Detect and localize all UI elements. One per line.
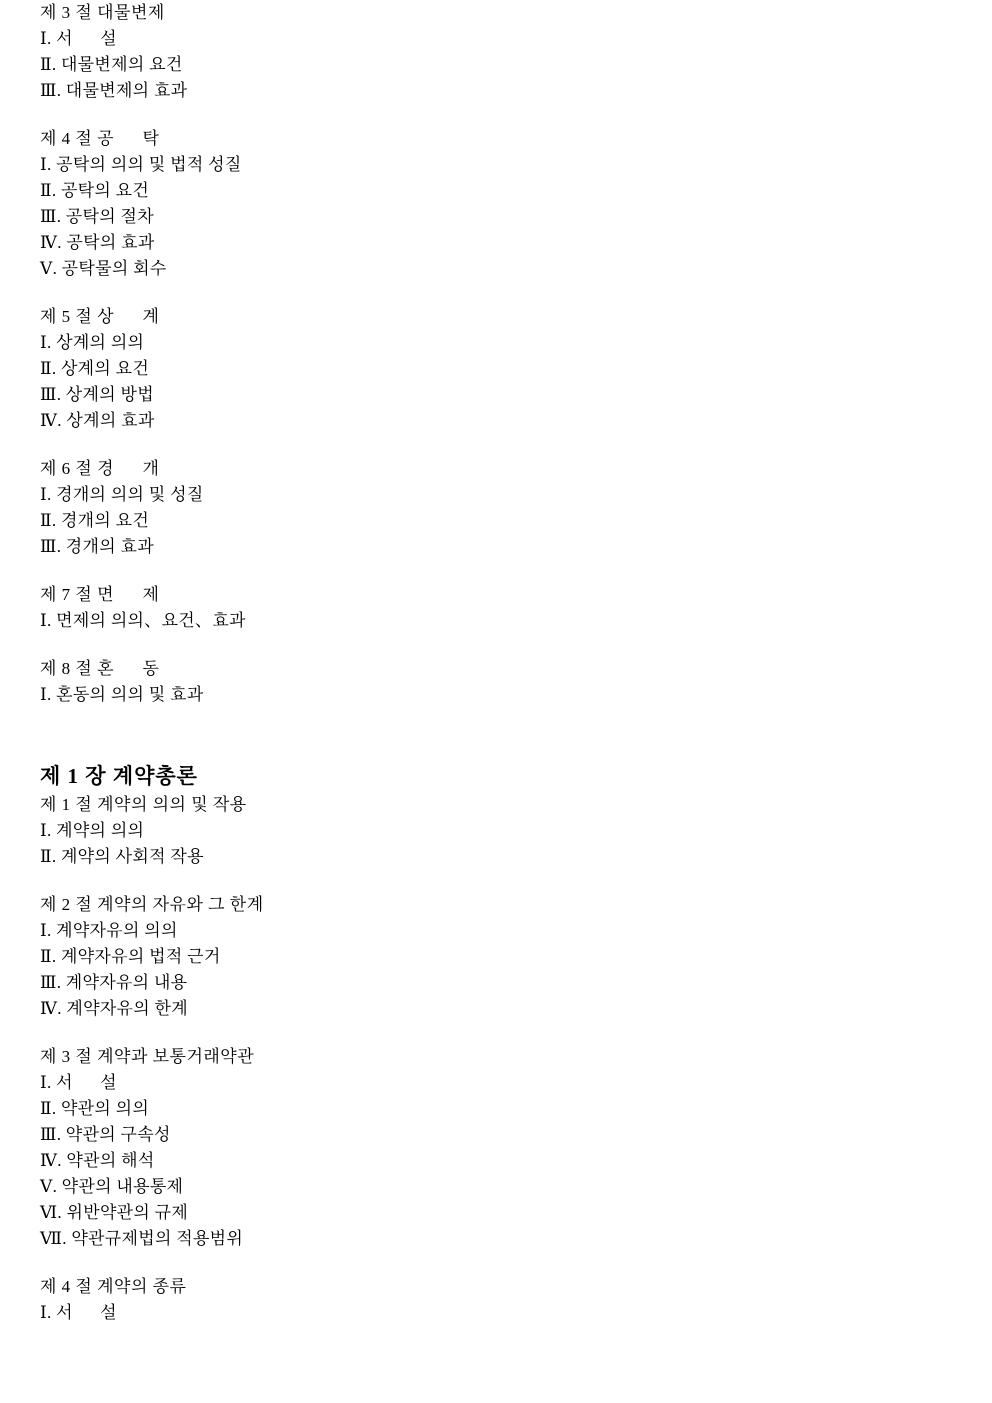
toc-entry: Ⅳ. 약관의 해석 xyxy=(40,1151,155,1170)
toc-section xyxy=(40,582,952,634)
section-heading: 제 6 절 경 개 xyxy=(40,459,160,478)
toc-entry: Ⅰ. 공탁의 의의 및 법적 성질 xyxy=(40,155,242,174)
toc-entry: Ⅱ. 대물변제의 요건 xyxy=(40,55,183,74)
toc-section xyxy=(40,1274,952,1326)
toc-entry: Ⅴ. 약관의 내용통제 xyxy=(40,1177,184,1196)
toc-entry: Ⅱ. 상계의 요건 xyxy=(40,359,150,378)
chapter-heading: 제 1 장 계약총론 xyxy=(40,764,198,788)
section-heading: 제 3 절 계약과 보통거래약관 xyxy=(40,1047,255,1066)
toc-section xyxy=(40,892,952,1022)
toc-entry: Ⅰ. 계약자유의 의의 xyxy=(40,921,178,940)
toc-entry: Ⅰ. 경개의 의의 및 성질 xyxy=(40,485,204,504)
toc-entry: Ⅳ. 상계의 효과 xyxy=(40,411,155,430)
section-heading: 제 8 절 혼 동 xyxy=(40,659,160,678)
toc-entry: Ⅲ. 대물변제의 효과 xyxy=(40,81,188,100)
section-heading: 제 1 절 계약의 의의 및 작용 xyxy=(40,795,247,814)
toc-entry: Ⅲ. 상계의 방법 xyxy=(40,385,154,404)
toc-entry: Ⅰ. 서 설 xyxy=(40,1303,117,1322)
toc-entry: Ⅱ. 공탁의 요건 xyxy=(40,181,150,200)
section-heading: 제 7 절 면 제 xyxy=(40,585,160,604)
toc-entry: Ⅶ. 약관규제법의 적용범위 xyxy=(40,1229,244,1248)
toc-section xyxy=(40,1044,952,1252)
toc-section xyxy=(40,304,952,434)
toc-entry: Ⅰ. 면제의 의의、요건、효과 xyxy=(40,611,246,630)
toc-section xyxy=(40,456,952,560)
section-heading: 제 5 절 상 계 xyxy=(40,307,160,326)
toc-entry: Ⅳ. 계약자유의 한계 xyxy=(40,999,188,1018)
toc-entry: Ⅲ. 계약자유의 내용 xyxy=(40,973,188,992)
toc-entry: Ⅴ. 공탁물의 회수 xyxy=(40,259,167,278)
toc-entry: Ⅲ. 공탁의 절차 xyxy=(40,207,154,226)
table-of-contents xyxy=(40,0,952,1326)
section-heading: 제 3 절 대물변제 xyxy=(40,3,165,22)
toc-entry: Ⅳ. 공탁의 효과 xyxy=(40,233,155,252)
toc-entry: Ⅲ. 경개의 효과 xyxy=(40,537,154,556)
toc-entry: Ⅱ. 경개의 요건 xyxy=(40,511,150,530)
toc-entry: Ⅲ. 약관의 구속성 xyxy=(40,1125,171,1144)
toc-entry: Ⅰ. 상계의 의의 xyxy=(40,333,145,352)
toc-entry: Ⅰ. 계약의 의의 xyxy=(40,821,145,840)
toc-entry: Ⅰ. 서 설 xyxy=(40,29,117,48)
section-heading: 제 4 절 공 탁 xyxy=(40,129,160,148)
toc-entry: Ⅱ. 계약자유의 법적 근거 xyxy=(40,947,221,966)
toc-entry: Ⅱ. 약관의 의의 xyxy=(40,1099,150,1118)
section-heading: 제 2 절 계약의 자유와 그 한계 xyxy=(40,895,264,914)
toc-section xyxy=(40,792,952,870)
toc-entry: Ⅰ. 서 설 xyxy=(40,1073,117,1092)
section-heading: 제 4 절 계약의 종류 xyxy=(40,1277,187,1296)
toc-entry: Ⅵ. 위반약관의 규제 xyxy=(40,1203,189,1222)
toc-section xyxy=(40,0,952,104)
toc-entry: Ⅰ. 혼동의 의의 및 효과 xyxy=(40,685,204,704)
toc-section xyxy=(40,656,952,708)
toc-entry: Ⅱ. 계약의 사회적 작용 xyxy=(40,847,204,866)
toc-section xyxy=(40,126,952,282)
